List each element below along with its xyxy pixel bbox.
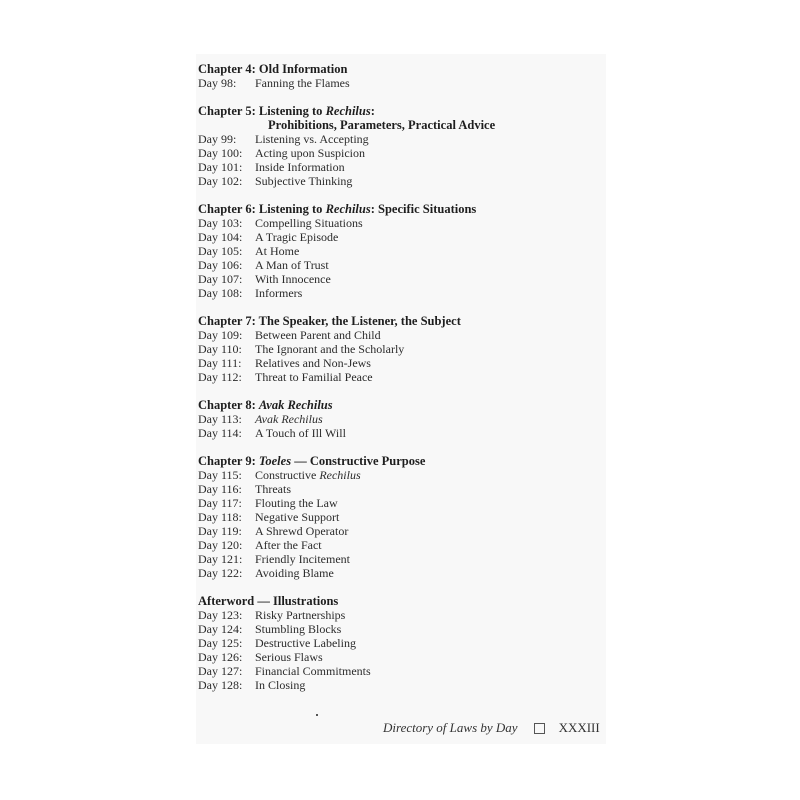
day-entry xyxy=(198,370,608,384)
chapter-section xyxy=(198,104,608,188)
day-number: Day 124: xyxy=(198,622,243,636)
day-title-text: Avak Rechilus xyxy=(255,412,323,426)
day-entry xyxy=(198,412,608,426)
day-title-text: Threats xyxy=(255,482,291,496)
day-number: Day 126: xyxy=(198,650,243,664)
day-number: Day 103: xyxy=(198,216,243,230)
day-number: Day 100: xyxy=(198,146,243,160)
day-number: Day 111: xyxy=(198,356,242,370)
day-title-text: After the Fact xyxy=(255,538,322,552)
day-title-text: Compelling Situations xyxy=(255,216,363,230)
day-title xyxy=(255,510,608,524)
day-number: Day 118: xyxy=(198,510,242,524)
chapter-heading xyxy=(198,202,608,216)
day-entry xyxy=(198,468,608,482)
day-entry xyxy=(198,622,608,636)
day-title-text: Constructive xyxy=(255,468,320,482)
day-number: Day 125: xyxy=(198,636,243,650)
chapter-section xyxy=(198,398,608,440)
day-entry xyxy=(198,258,608,272)
day-entry xyxy=(198,160,608,174)
day-title xyxy=(255,650,608,664)
chapter-heading-text: Chapter 7: The Speaker, the Listener, the Subject xyxy=(198,314,461,328)
day-title-text: Risky Partnerships xyxy=(255,608,346,622)
day-number: Day 112: xyxy=(198,370,242,384)
day-entry xyxy=(198,244,608,258)
chapter-heading-text: Chapter 4: Old Information xyxy=(198,62,348,76)
day-number: Day 101: xyxy=(198,160,243,174)
day-title-text: Destructive Labeling xyxy=(255,636,356,650)
day-number: Day 104: xyxy=(198,230,243,244)
day-number: Day 98: xyxy=(198,76,237,90)
chapter-heading xyxy=(198,314,608,328)
day-number: Day 121: xyxy=(198,552,243,566)
day-title-text: Rechilus xyxy=(319,468,361,482)
day-entry xyxy=(198,230,608,244)
day-number: Day 114: xyxy=(198,426,242,440)
day-title-text: Negative Support xyxy=(255,510,340,524)
day-number: Day 117: xyxy=(198,496,242,510)
chapter-heading-text: Chapter 9: xyxy=(198,454,259,468)
chapter-heading-text: Rechilus xyxy=(325,104,371,118)
day-number: Day 127: xyxy=(198,664,243,678)
day-title xyxy=(255,678,608,692)
day-title-text: Avoiding Blame xyxy=(255,566,334,580)
day-title-text: Friendly Incitement xyxy=(255,552,350,566)
day-number: Day 120: xyxy=(198,538,243,552)
chapter-section xyxy=(198,454,608,580)
day-entry xyxy=(198,328,608,342)
day-entry xyxy=(198,664,608,678)
chapter-heading-text: Avak Rechilus xyxy=(258,398,333,412)
day-title-text: Threat to Familial Peace xyxy=(255,370,373,384)
day-entry xyxy=(198,566,608,580)
day-entry xyxy=(198,524,608,538)
day-title xyxy=(255,412,608,426)
day-title xyxy=(255,664,608,678)
day-title xyxy=(255,496,608,510)
day-title xyxy=(255,286,608,300)
day-entry xyxy=(198,496,608,510)
day-number: Day 110: xyxy=(198,342,242,356)
chapter-heading-text: Afterword — Illustrations xyxy=(198,594,339,608)
day-title xyxy=(255,552,608,566)
day-number: Day 123: xyxy=(198,608,243,622)
day-title-text: Acting upon Suspicion xyxy=(255,146,365,160)
chapter-heading xyxy=(198,454,608,468)
day-entry xyxy=(198,272,608,286)
chapter-heading-text: Chapter 5: Listening to xyxy=(198,104,326,118)
day-title xyxy=(255,566,608,580)
day-number: Day 106: xyxy=(198,258,243,272)
day-number: Day 116: xyxy=(198,482,242,496)
day-title-text: Between Parent and Child xyxy=(255,328,381,342)
day-title-text: Stumbling Blocks xyxy=(255,622,342,636)
day-entry xyxy=(198,342,608,356)
day-number: Day 115: xyxy=(198,468,242,482)
chapter-heading-text: : xyxy=(370,104,375,118)
speck-mark xyxy=(316,714,318,716)
day-title xyxy=(255,636,608,650)
day-number: Day 105: xyxy=(198,244,243,258)
day-title xyxy=(255,468,608,482)
chapter-heading-text: — Constructive Purpose xyxy=(291,454,426,468)
day-title-text: Informers xyxy=(255,286,303,300)
day-title xyxy=(255,132,608,146)
day-title xyxy=(255,146,608,160)
day-title xyxy=(255,342,608,356)
page-number: XXXIII xyxy=(558,720,600,735)
day-entry xyxy=(198,132,608,146)
day-title-text: Fanning the Flames xyxy=(255,76,350,90)
day-title xyxy=(255,538,608,552)
day-title xyxy=(255,258,608,272)
day-number: Day 128: xyxy=(198,678,243,692)
day-title-text: Financial Commitments xyxy=(255,664,371,678)
day-entry xyxy=(198,608,608,622)
day-title xyxy=(255,482,608,496)
chapter-heading-text: Rechilus xyxy=(325,202,371,216)
running-title: Directory of Laws by Day xyxy=(383,720,518,735)
day-title xyxy=(255,216,608,230)
day-title-text: Flouting the Law xyxy=(255,496,338,510)
day-entry xyxy=(198,538,608,552)
day-title-text: A Touch of Ill Will xyxy=(255,426,346,440)
chapter-section xyxy=(198,314,608,384)
day-title-text: Relatives and Non-Jews xyxy=(255,356,371,370)
day-title-text: Subjective Thinking xyxy=(255,174,353,188)
square-ornament-icon xyxy=(534,723,545,734)
chapter-heading xyxy=(198,594,608,608)
day-title xyxy=(255,622,608,636)
day-entry xyxy=(198,510,608,524)
chapter-section xyxy=(198,62,608,90)
day-entry xyxy=(198,76,608,90)
day-number: Day 122: xyxy=(198,566,243,580)
day-title-text: A Man of Trust xyxy=(255,258,329,272)
day-title-text: With Innocence xyxy=(255,272,331,286)
day-number: Day 109: xyxy=(198,328,243,342)
chapter-section xyxy=(198,202,608,300)
chapter-subheading: Prohibitions, Parameters, Practical Advice xyxy=(268,118,496,132)
chapter-heading xyxy=(198,398,608,412)
day-title-text: Inside Information xyxy=(255,160,345,174)
day-entry xyxy=(198,426,608,440)
day-title-text: In Closing xyxy=(255,678,306,692)
page-footer xyxy=(383,720,600,736)
chapter-heading-text: : Specific Situations xyxy=(370,202,477,216)
day-number: Day 99: xyxy=(198,132,237,146)
day-entry xyxy=(198,286,608,300)
day-title-text: A Tragic Episode xyxy=(255,230,339,244)
day-number: Day 119: xyxy=(198,524,242,538)
day-entry xyxy=(198,552,608,566)
table-of-contents xyxy=(198,62,608,706)
day-title xyxy=(255,426,608,440)
day-title xyxy=(255,160,608,174)
day-entry xyxy=(198,678,608,692)
chapter-heading-text: Chapter 8: xyxy=(198,398,259,412)
day-title xyxy=(255,608,608,622)
day-number: Day 108: xyxy=(198,286,243,300)
day-title-text: The Ignorant and the Scholarly xyxy=(255,342,405,356)
day-title xyxy=(255,356,608,370)
day-entry xyxy=(198,174,608,188)
day-title xyxy=(255,230,608,244)
day-title xyxy=(255,272,608,286)
day-title xyxy=(255,328,608,342)
chapter-heading xyxy=(198,62,608,76)
day-entry xyxy=(198,482,608,496)
day-entry xyxy=(198,636,608,650)
chapter-heading-text: Chapter 6: Listening to xyxy=(198,202,326,216)
chapter-heading-text: Toeles xyxy=(258,454,292,468)
chapter-section xyxy=(198,594,608,692)
day-title-text: A Shrewd Operator xyxy=(255,524,349,538)
day-title xyxy=(255,244,608,258)
day-entry xyxy=(198,650,608,664)
day-number: Day 107: xyxy=(198,272,243,286)
day-title xyxy=(255,174,608,188)
day-number: Day 113: xyxy=(198,412,242,426)
day-entry xyxy=(198,216,608,230)
day-title-text: At Home xyxy=(255,244,300,258)
day-title xyxy=(255,76,608,90)
day-title-text: Serious Flaws xyxy=(255,650,323,664)
day-title xyxy=(255,370,608,384)
day-title-text: Listening vs. Accepting xyxy=(255,132,369,146)
chapter-heading xyxy=(198,104,608,132)
day-number: Day 102: xyxy=(198,174,243,188)
day-entry xyxy=(198,356,608,370)
day-title xyxy=(255,524,608,538)
day-entry xyxy=(198,146,608,160)
